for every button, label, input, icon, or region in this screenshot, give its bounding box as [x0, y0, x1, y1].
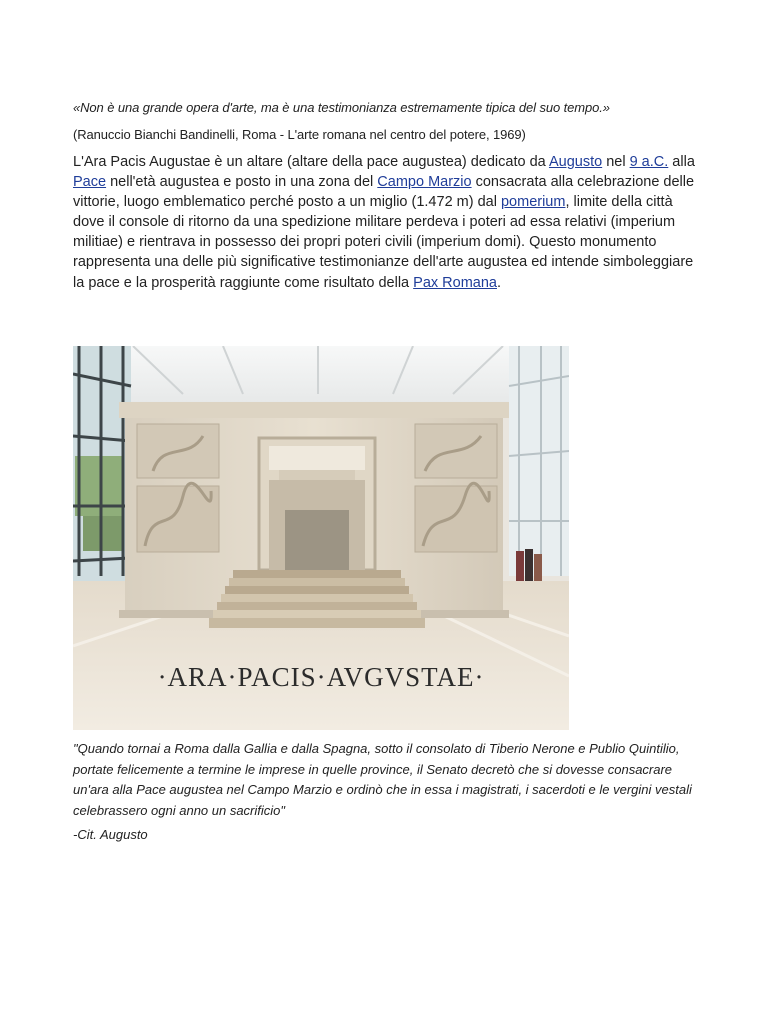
altar-cornice — [119, 402, 509, 418]
left-relief-panels — [137, 424, 219, 552]
paragraph-text: nel — [602, 154, 630, 170]
intro-paragraph — [73, 152, 701, 293]
link-pomerium[interactable]: pomerium — [500, 194, 566, 211]
link-9-ac[interactable]: 9 a.C. — [629, 154, 669, 170]
quote-attribution: -Cit. Augusto — [73, 827, 148, 842]
paragraph-text: alla — [668, 154, 695, 170]
link-pace[interactable]: Pace — [73, 174, 107, 191]
ara-pacis-illustration — [73, 346, 569, 730]
ara-pacis-photo — [73, 346, 569, 730]
paragraph-text: L'Ara Pacis Augustae è un altare (altare della pace augustea) dedicato da — [73, 154, 549, 170]
inner-altar-top — [279, 470, 355, 480]
doorway-light — [269, 446, 365, 470]
augustus-quote: "Quando tornai a Roma dalla Gallia e dalla Spagna, sotto il consolato di Tiberio Nerone e Publio Quintilio, portate felicemente a termine le imprese in quelle province, il Senato decretò che si dovesse consacrare un'ara alla Pace augustea nel Campo Marzio e ordinò che in essa i magistrati, i sacerdoti e le vergini vestali celebrassero ogni anno un sacrificio" — [73, 741, 692, 818]
link-campo-marzio[interactable]: Campo Marzio — [377, 174, 472, 191]
inner-altar-shadow — [285, 510, 349, 570]
altar-staircase — [209, 570, 425, 628]
paragraph-text: nell'età augustea e posto in una zona del — [106, 174, 378, 191]
inscription-text: ·ARA·PACIS·AVGVSTAE· — [157, 662, 485, 692]
paragraph-text: , limite della città dove il console di ritorno da una spedizione militare perdeva i poteri ad essa relativi (imperium militiae) e rientrava in possesso dei propri poteri civili (imperium domi). Questo monumento rappresenta una delle più significative testimonianze dell'arte augustea ed intende simboleggiare la pace e la prosperità raggiunte come risultato della — [73, 194, 694, 291]
paragraph-text: consacrata alla celebrazione delle vittorie, luogo emblematico perché posto a un miglio (1.472 m) dal — [73, 174, 695, 211]
opening-quote: «Non è una grande opera d'arte, ma è una testimonianza estremamente tipica del suo tempo.» — [73, 100, 610, 115]
quote-citation: (Ranuccio Bianchi Bandinelli, Roma - L'arte romana nel centro del potere, 1969) — [73, 127, 526, 142]
link-pax-romana[interactable]: Pax Romana — [413, 274, 497, 291]
link-augusto[interactable]: Augusto — [548, 154, 603, 170]
right-relief-panels — [415, 424, 497, 552]
paragraph-text: . — [496, 274, 502, 291]
